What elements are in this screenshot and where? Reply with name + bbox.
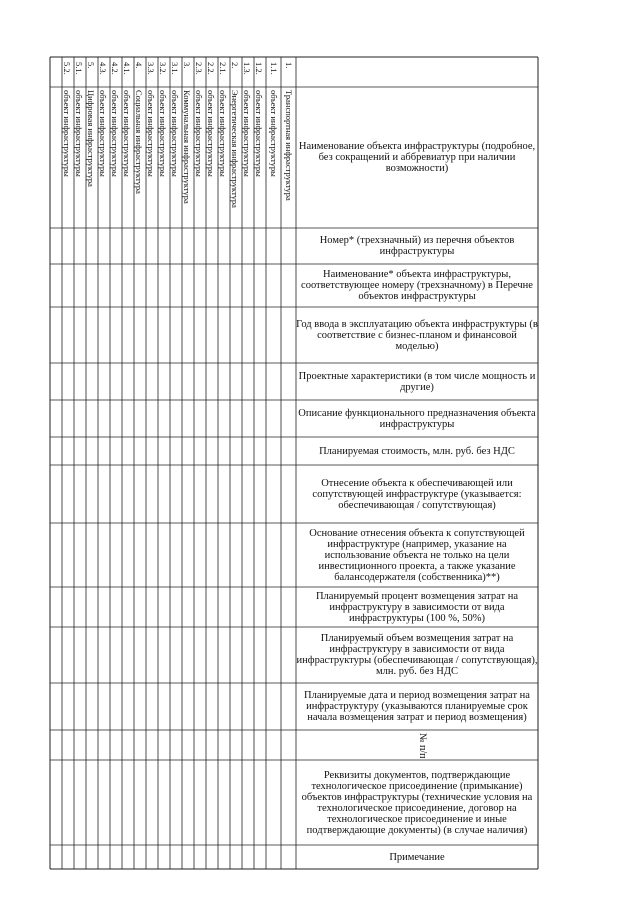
row-name: объект инфраструктуры xyxy=(146,90,156,177)
row-name: объект инфраструктуры xyxy=(62,90,72,177)
row-number: 3.1. xyxy=(170,62,180,75)
row-number: 3. xyxy=(182,62,192,69)
column-header-docs: Реквизиты документов, подтверждающие технологическое присоединение (примыкание) объектов инфраструктуры (технические условия на технологическое присоединение, договор на технологическое присоединение и иные подтверждающие документы) (в случае наличия) xyxy=(301,769,533,836)
row-number: 2.1. xyxy=(218,62,228,75)
column-header-basis: Основание отнесения объекта к сопутствующей инфраструктуре (например, указание на использование объекта не только на цели инвестиционного проекта, а также указание балансодержателя (собственника)**) xyxy=(309,527,525,583)
row-number: 3.3. xyxy=(146,62,156,75)
row-number: 3.2. xyxy=(158,62,168,75)
row-number: 2.2. xyxy=(206,62,216,75)
column-header-note: Примечание xyxy=(389,851,445,863)
row-name: объект инфраструктуры xyxy=(158,90,168,177)
row-number: 5. xyxy=(86,62,96,69)
row-name: объект инфраструктуры xyxy=(122,90,132,177)
column-header-category: Отнесение объекта к обеспечивающей или сопутствующей инфраструктуре (указывается: обеспечивающая / сопутствующая) xyxy=(312,477,522,511)
row-name: Социальная инфраструктура xyxy=(134,90,144,194)
row-number: 4.3. xyxy=(98,62,108,75)
number-header: № п/п xyxy=(417,733,428,759)
row-number: 4. xyxy=(134,62,144,69)
row-number: 4.1. xyxy=(122,62,132,75)
row-number: 1. xyxy=(284,62,294,69)
row-name: объект инфраструктуры xyxy=(194,90,204,177)
row-number: 2.3. xyxy=(194,62,204,75)
row-name: Энергетическая инфраструктура xyxy=(230,90,240,208)
column-header-perechen_name: Наименование* объекта инфраструктуры, соответствующее номеру (трехзначному) в Перечне объектов инфраструктуры xyxy=(301,269,533,302)
row-number: 4.2. xyxy=(110,62,120,75)
row-name: объект инфраструктуры xyxy=(170,90,180,177)
row-number: 1.1. xyxy=(269,62,279,75)
row-number: 5.2. xyxy=(62,62,72,75)
row-name: Цифровая инфраструктура xyxy=(86,90,96,187)
column-header-year: Год ввода в эксплуатацию объекта инфраструктуры (в соответствие с бизнес-планом и финансовой моделью) xyxy=(296,318,538,352)
row-name: объект инфраструктуры xyxy=(218,90,228,177)
row-name: Транспортная инфраструктура xyxy=(284,90,294,201)
row-number: 1.2. xyxy=(254,62,264,75)
row-name: объект инфраструктуры xyxy=(74,90,84,177)
column-header-perechen_number: Номер* (трехзначный) из перечня объектов инфраструктуры xyxy=(319,235,515,257)
row-name: Коммунальная инфраструктура xyxy=(182,90,192,204)
column-header-percent: Планируемый процент возмещения затрат на инфраструктуру в зависимости от вида инфраструктуры (100 %, 50%) xyxy=(315,590,519,624)
row-name: объект инфраструктуры xyxy=(254,90,264,177)
column-header-purpose: Описание функционального предназначения объекта инфраструктуры xyxy=(298,407,536,430)
row-name: объект инфраструктуры xyxy=(110,90,120,177)
row-number: 2. xyxy=(230,62,240,69)
row-name: объект инфраструктуры xyxy=(98,90,108,177)
row-name: объект инфраструктуры xyxy=(242,90,252,177)
row-name: объект инфраструктуры xyxy=(206,90,216,177)
column-header-specs: Проектные характеристики (в том числе мощность и другие) xyxy=(298,370,536,393)
row-name: объект инфраструктуры xyxy=(269,90,279,177)
column-header-dates: Планируемые дата и период возмещения затрат на инфраструктуру (указываются планируемые срок начала возмещения затрат и период возмещения) xyxy=(304,690,530,723)
column-header-name: Наименование объекта инфраструктуры (подробное, без сокращений и аббревиатур при наличии возможности) xyxy=(298,141,536,174)
row-number: 1.3. xyxy=(242,62,252,75)
column-header-volume: Планируемый объем возмещения затрат на инфраструктуру в зависимости от вида инфраструктуры (обеспечивающая / сопутствующая), млн. руб. без НДС xyxy=(296,633,538,677)
column-header-cost: Планируемая стоимость, млн. руб. без НДС xyxy=(319,445,515,457)
row-number: 5.1. xyxy=(74,62,84,75)
